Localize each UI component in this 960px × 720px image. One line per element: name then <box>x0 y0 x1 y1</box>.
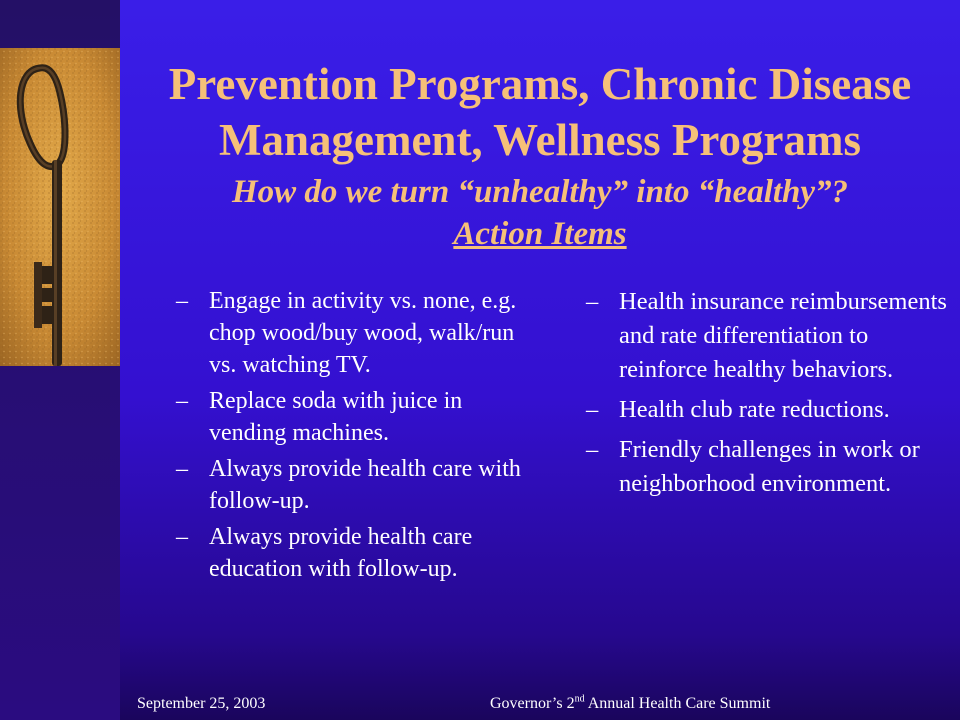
key-photo <box>0 48 120 366</box>
footer-date: September 25, 2003 <box>137 695 266 712</box>
bullet-text: Always provide health care with follow-up. <box>209 456 521 514</box>
bullet-dash: – <box>176 456 188 482</box>
bullet-dash: – <box>586 436 599 463</box>
title-line-2: Management, Wellness Programs <box>218 115 862 165</box>
bullet-text: Always provide health care education with follow-up. <box>209 524 473 582</box>
bullet-text: Health club rate reductions. <box>619 396 890 423</box>
bullet-item <box>586 393 952 427</box>
bullet-dash: – <box>176 288 188 314</box>
bullet-item <box>176 385 536 449</box>
footer-event-suffix: Annual Health Care Summit <box>584 695 771 712</box>
bullet-item <box>176 285 536 381</box>
bullet-item <box>586 285 952 387</box>
bullet-item <box>176 453 536 517</box>
right-bullet-list <box>586 285 952 507</box>
title-line-1: Prevention Programs, Chronic Disease <box>168 59 912 109</box>
bullet-text: Replace soda with juice in vending machines. <box>209 388 463 446</box>
bullet-item <box>176 521 536 585</box>
action-items-link[interactable]: Action Items <box>453 216 627 252</box>
footer-event-title <box>490 694 770 714</box>
bullet-dash: – <box>176 524 188 550</box>
subtitle-question: How do we turn “unhealthy” into “healthy”? <box>231 174 849 210</box>
slide-subtitle <box>120 172 960 254</box>
bullet-text: Engage in activity vs. none, e.g. chop wood/buy wood, walk/run vs. watching TV. <box>209 288 517 378</box>
slide-title <box>120 56 960 168</box>
bullet-dash: – <box>586 396 599 423</box>
footer-event-prefix: Governor’s 2 <box>490 695 575 712</box>
footer-event-ordinal: nd <box>574 693 585 705</box>
bullet-dash: – <box>586 288 599 315</box>
left-bullet-list <box>176 285 536 589</box>
bullet-item <box>586 433 952 501</box>
bullet-dash: – <box>176 388 188 414</box>
title-block <box>120 56 960 254</box>
bullet-text: Health insurance reimbursements and rate differentiation to reinforce healthy behaviors. <box>619 288 947 383</box>
bullet-text: Friendly challenges in work or neighborhood environment. <box>619 436 920 497</box>
